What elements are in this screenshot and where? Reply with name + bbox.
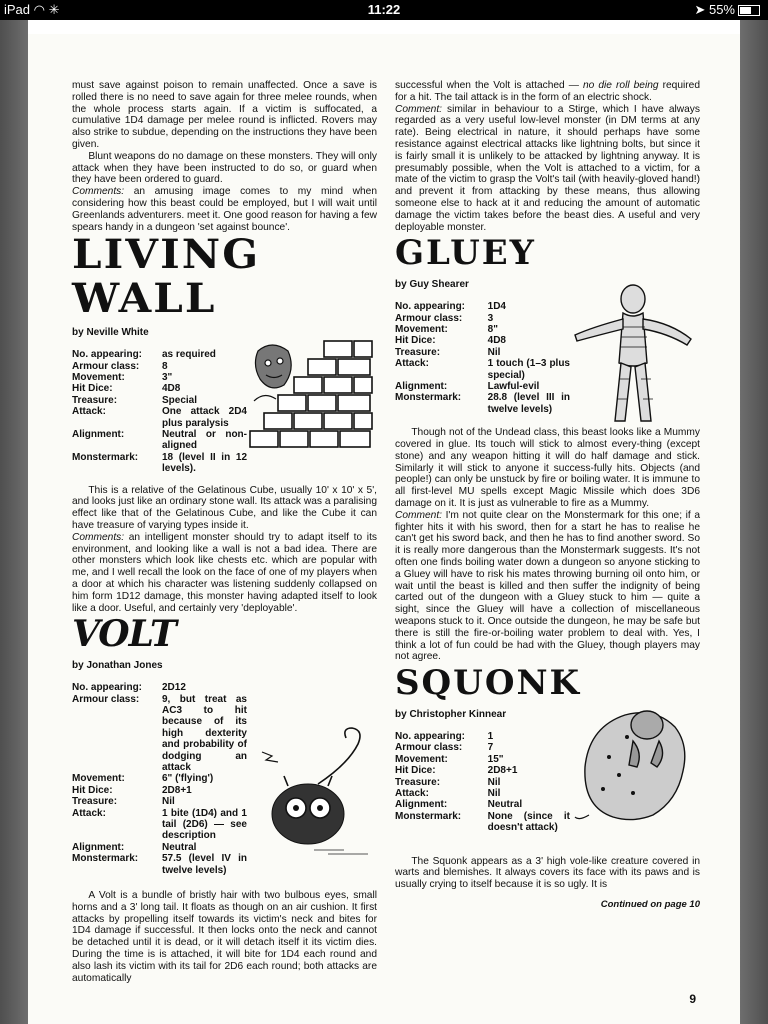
stat-value: 2D8+1 <box>487 765 518 777</box>
stat-row <box>395 765 570 776</box>
page-number: 9 <box>689 992 696 1006</box>
stat-row <box>395 811 570 834</box>
stat-value: 2D12 <box>162 682 186 694</box>
living-wall-illustration <box>240 331 378 453</box>
stat-value: 18 (level II in 12 levels). <box>162 451 247 475</box>
stat-key: Attack: <box>395 358 429 370</box>
stat-key: Treasure: <box>72 796 118 808</box>
stat-key: Monstermark: <box>72 853 139 865</box>
clock: 11:22 <box>367 2 401 17</box>
stat-row <box>395 358 570 381</box>
stat-key: Treasure: <box>72 394 118 406</box>
stat-value: 57.5 (level IV in twelve levels) <box>162 853 247 876</box>
page-top-margin <box>28 20 740 34</box>
stat-key: Movement: <box>395 323 448 335</box>
stat-key: Monstermark: <box>395 810 462 822</box>
stat-value: 2D8+1 <box>162 784 192 796</box>
stat-key: Alignment: <box>395 381 448 392</box>
stat-value: 4D8 <box>487 335 506 347</box>
stat-key: No. appearing: <box>72 349 143 361</box>
intro-paragraph-3: Comments: an amusing image comes to my mind when considering how this beast could be employed, but I will wait until Greenlands adventurers. meet it. One good reason for having a few spears handy in a dungeon 'set against bounce'. <box>72 186 377 233</box>
comment-label: Comment: <box>395 509 442 521</box>
intro-paragraph-1: must save against poison to remain unaffected. Once a save is rolled there is no need to save again for three melee rounds, when the whole process starts again. If a victim is suffocated, a cumulative 1D4 damage per melee round is inflicted. Rovers may also strike to subdue, depending on the instructions they have been given. <box>72 80 377 150</box>
stat-key: Alignment: <box>395 799 448 811</box>
living-wall-paragraph-2: Comments: an intelligent monster should try to adapt itself to its environment, and looking like a wall is not a bad idea. There are other monsters which look like chests etc. which are popular with me, and I well recall the look on the face of one of my players when a door at which his character was listening suddenly collapsed on him form 1D12 damage, this monster having adapted itself to look like a door. Useful, and certainly very 'deployable'. <box>72 531 377 614</box>
volt-continued-paragraph-2: Comment: similar in behaviour to a Stirge, which I have always regarded as a very useful low-level monster (in DM terms at any rate). Being electrical in nature, it should perhaps have some resistance against electrical attacks like lightning bolts, but since it is fairly small it is unlikely to be attacked by lightning anyway. It is presumably possible, when the Volt is attached to a victim, for a mate of the victim to grasp the Volt's tail (with heavily-gloved hand!) and prevent it from attacking by these means, thus allowing someone else to hack at it and reducing the amount of automatic damage the victim takes before the beast dies. A useful and very deployable monster. <box>395 103 700 233</box>
battery-percent: 55% <box>708 2 735 17</box>
stat-value: Neutral or non-aligned <box>162 429 247 452</box>
stat-row <box>72 808 247 842</box>
volt-title: VOLT <box>72 613 176 656</box>
stat-value: 1 touch (1–3 plus special) <box>487 358 570 381</box>
comment-label: Comment: <box>395 103 442 115</box>
squonk-illustration <box>573 697 699 831</box>
stat-row <box>72 452 247 475</box>
stat-row <box>72 406 247 429</box>
stat-value: Lawful-evil <box>487 381 540 392</box>
comments-label: Comments: <box>72 531 125 543</box>
stat-key: Attack: <box>72 406 106 418</box>
stat-value: One attack 2D4 plus paralysis <box>162 406 247 429</box>
stat-value: Nil <box>487 787 501 799</box>
stat-key: Hit Dice: <box>395 335 436 347</box>
status-bar <box>0 0 768 20</box>
stat-key: Armour class: <box>395 312 463 324</box>
squonk-byline: by Christopher Kinnear <box>395 709 507 721</box>
stat-row <box>395 392 570 415</box>
stat-key: Attack: <box>72 807 106 819</box>
text-run: — no die roll being <box>568 80 659 91</box>
stat-row <box>72 853 247 876</box>
stat-row <box>395 335 570 346</box>
gluey-title: GLUEY <box>395 233 536 274</box>
magazine-page[interactable] <box>28 34 740 1024</box>
activity-spinner-icon: ✳ <box>48 2 60 17</box>
stat-row <box>395 301 570 312</box>
stat-row <box>72 773 247 784</box>
page-stack-left-edge <box>0 20 28 1024</box>
stat-value: 1D4 <box>487 301 506 313</box>
stat-value: 8 <box>162 360 168 372</box>
intro-paragraph-2: Blunt weapons do no damage on these monsters. They will only attack when they have been instructed to do so, or guard when they have been ordered to guard. <box>72 150 377 186</box>
stat-key: Movement: <box>395 753 448 765</box>
stat-value: Neutral <box>487 799 523 811</box>
volt-illustration <box>258 722 376 862</box>
stat-key: Hit Dice: <box>72 383 113 395</box>
text-run: required for a hit. The tail attack is in the form of an electric shock. <box>395 80 700 103</box>
volt-byline: by Jonathan Jones <box>72 660 163 672</box>
stat-value: 6" ('flying') <box>162 773 214 785</box>
stat-key: Armour class: <box>72 693 140 705</box>
squonk-stats <box>395 731 570 834</box>
stat-key: Hit Dice: <box>72 784 113 796</box>
battery-icon <box>738 5 760 16</box>
stat-row <box>72 785 247 796</box>
living-wall-stats <box>72 349 247 474</box>
stat-value: 28.8 (level III in twelve levels) <box>487 392 570 415</box>
stat-row <box>72 361 247 372</box>
stat-row <box>395 731 570 742</box>
stat-row <box>395 777 570 788</box>
stat-row <box>72 694 247 774</box>
right-column <box>395 80 700 911</box>
stat-key: Movement: <box>72 371 125 383</box>
stat-value: 1 <box>487 730 494 742</box>
stat-value: 15" <box>487 753 504 765</box>
stat-row <box>72 372 247 383</box>
stat-row <box>395 754 570 765</box>
stat-value: 9, but treat as AC3 to hit because of its high dexterity and probability of dodging an attack <box>162 693 247 774</box>
stat-value: 8" <box>487 323 498 335</box>
stat-key: No. appearing: <box>395 301 466 313</box>
living-wall-stat-block <box>72 349 377 474</box>
stat-key: Attack: <box>395 787 429 799</box>
continued-note: Continued on page 10 <box>600 899 700 910</box>
stat-value: 4D8 <box>162 383 181 395</box>
wifi-icon: ◠ <box>33 2 45 17</box>
comments-label: Comments: <box>72 186 125 198</box>
stat-value: as required <box>162 349 216 361</box>
stat-value: Nil <box>162 796 175 808</box>
stat-key: Treasure: <box>395 776 441 788</box>
living-wall-byline: by Neville White <box>72 327 149 339</box>
stat-row <box>72 395 247 406</box>
stat-value: 3 <box>487 312 494 324</box>
stat-row <box>72 682 247 693</box>
squonk-paragraph-1: The Squonk appears as a 3' high vole-like creature covered in warts and blemishes. It always covers its face with its paws and is usually crying to itself because it is so ugly. It is <box>395 855 700 891</box>
device-label: iPad ◠ ✳ <box>4 2 60 17</box>
living-wall-title: LIVING WALL <box>72 231 261 323</box>
stat-value: Nil <box>487 346 501 358</box>
stat-value: 1 bite (1D4) and 1 tail (2D6) — see description <box>162 807 247 842</box>
stat-value: Special <box>162 394 198 406</box>
stat-row <box>72 796 247 807</box>
gluey-stat-block <box>395 301 700 415</box>
volt-paragraph-1: A Volt is a bundle of bristly hair with two bulbous eyes, small horns and a 3' long tail. It floats as though on an air cushion. It first attacks by propelling itself towards its victim's neck and bites for 1D4 damage if successful. It then locks onto the neck and cannot be detached until it is dead, or it will detach itself it its victim dies. During the time is is attached, it will bite for 1D4 each round and also lash its victim with its tail for 2D6 each round; both attacks are automatically <box>72 890 377 984</box>
living-wall-paragraph-1: This is a relative of the Gelatinous Cube, usually 10' x 10' x 5', and looks just like an ordinary stone wall. Its attack was a paralising effect like that of the Gelatinous Cube, and like the Cube it can have treasure of varying types inside it. <box>72 484 377 532</box>
stat-key: Alignment: <box>72 429 125 440</box>
stat-value: 3" <box>162 371 173 383</box>
stat-row <box>395 742 570 753</box>
squonk-stat-block <box>395 731 700 834</box>
stat-value: None (since it doesn't attack) <box>487 810 570 834</box>
page-stack-right-edge <box>740 20 768 1024</box>
volt-stats <box>72 682 247 876</box>
stat-key: Armour class: <box>72 360 140 372</box>
stat-row <box>72 383 247 394</box>
stat-key: Monstermark: <box>72 451 139 463</box>
location-arrow-icon: ➤ <box>694 2 706 17</box>
stat-key: No. appearing: <box>395 730 466 742</box>
text-run: successful when the Volt is attached <box>395 80 569 91</box>
stat-key: Treasure: <box>395 346 441 358</box>
stat-key: Movement: <box>72 773 125 785</box>
gluey-paragraph-1: Though not of the Undead class, this beast looks like a Mummy covered in glue. Its touch will stick to almost every-thing (except stone) and any weapon hitting it will do half damage and stick. Similarly it will stick to anyone it success-fully hits. Objects (and people!) can only be unstuck by fire or boiling water. It is immune to all first-level MU spells except Magic Missile which does 3D6 damage on it. It is just as vulnerable to fire as a Mummy. <box>395 427 700 509</box>
stat-row <box>395 313 570 324</box>
stat-row <box>395 799 570 810</box>
stat-row <box>395 788 570 799</box>
stat-key: No. appearing: <box>72 682 143 694</box>
stat-row <box>72 349 247 360</box>
gluey-paragraph-2: Comment: I'm not quite clear on the Monstermark for this one; if a fighter hits it with his sword, then for a start he has to realise he can't get his sword back, and then he has to find another sword. So it is really more dangerous than the Monstermark suggests. It's not often one finds boiling water down a dungeon so anyone sticking to a Gluey will have to risk his mates throwing burning oil onto him, or wait until the beast is killed and then suffer the indignity of being carted out of the dungeon with a Gluey stuck to him — quite a sight, since the Gluey will have a collection of miscellaneous weapons stuck to it. Once outside the dungeon, he may be safe but there is still the fire-or-boiling water problem to deal with. Yes, I think a lot of fun could be had with the Gluey, though players may not agree. <box>395 509 700 663</box>
stat-key: Hit Dice: <box>395 765 436 777</box>
stat-key: Alignment: <box>72 841 125 853</box>
gluey-stats <box>395 301 570 415</box>
left-column <box>72 80 377 984</box>
status-right <box>694 2 760 18</box>
stat-row <box>72 842 247 853</box>
stat-value: Nil <box>487 776 501 788</box>
stat-value: 7 <box>487 742 494 754</box>
stat-value: Neutral <box>162 841 197 853</box>
stat-row <box>395 381 570 392</box>
stat-row <box>72 429 247 452</box>
volt-continued-paragraph-1 <box>395 80 700 104</box>
stat-key: Monstermark: <box>395 392 462 404</box>
volt-stat-block <box>72 682 377 876</box>
squonk-title: SQUONK <box>395 663 582 704</box>
gluey-byline: by Guy Shearer <box>395 279 469 291</box>
stat-row <box>395 324 570 335</box>
stat-row <box>395 347 570 358</box>
stat-key: Armour class: <box>395 742 463 754</box>
gluey-illustration <box>571 279 699 429</box>
